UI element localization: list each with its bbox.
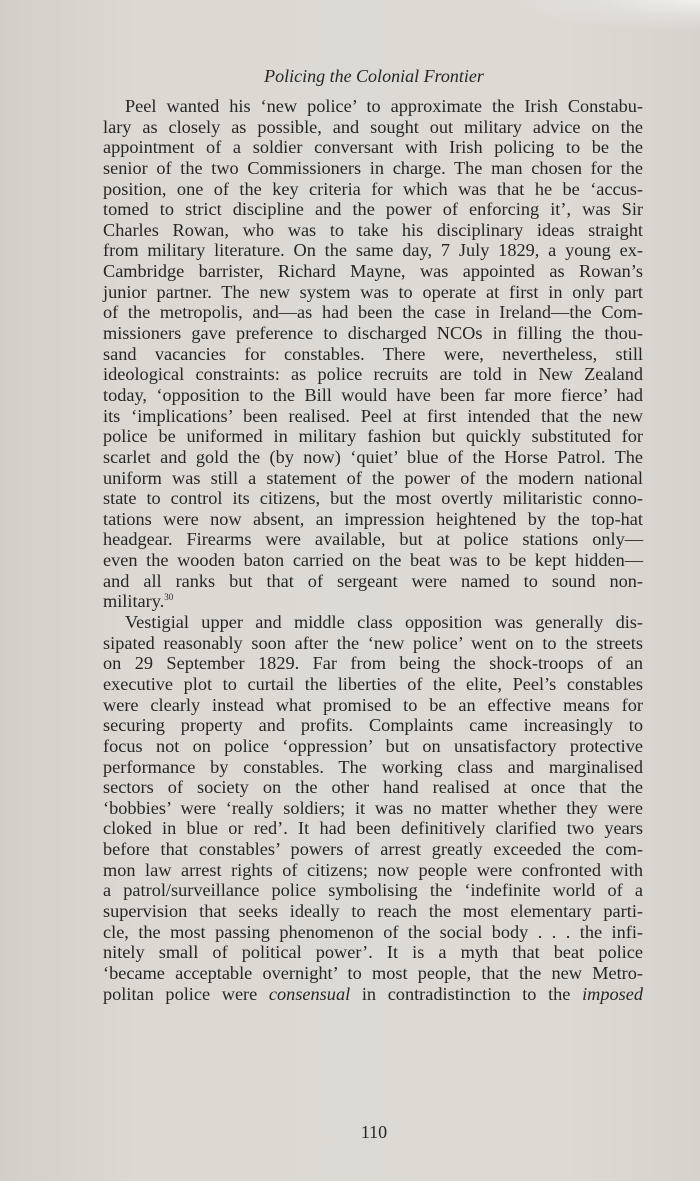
text-line: executive plot to curtail the liberties of the elite, Peel’s constables: [103, 673, 643, 694]
text-line: [103, 984, 643, 1005]
text-line: missioners gave preference to discharged NCOs in filling the thou-: [103, 323, 643, 344]
text-line: from military literature. On the same day, 7 July 1829, a young ex-: [103, 240, 643, 261]
text-line: a patrol/surveillance police symbolising the ‘indefinite world of a: [103, 880, 643, 901]
paragraph-1: [103, 96, 643, 612]
page-corner-glare: [520, 0, 700, 30]
running-head: Policing the Colonial Frontier: [264, 66, 484, 86]
text-line: performance by constables. The working class and marginalised: [103, 756, 643, 777]
text-segment: politan police were: [103, 983, 269, 1004]
page-number: 110: [360, 1122, 388, 1142]
text-line: ideological constraints: as police recruits are told in New Zealand: [103, 364, 643, 385]
text-line: of the metropolis, and—as had been the case in Ireland—the Com-: [103, 302, 643, 323]
italic-term: imposed: [582, 983, 643, 1004]
text-line: scarlet and gold the (by now) ‘quiet’ blue of the Horse Patrol. The: [103, 446, 643, 467]
text-line: tomed to strict discipline and the power of enforcing it’, was Sir: [103, 199, 643, 220]
text-line: supervision that seeks ideally to reach the most elementary parti-: [103, 900, 643, 921]
body-text: [103, 96, 643, 1004]
text-line: Charles Rowan, who was to take his disciplinary ideas straight: [103, 219, 643, 240]
text-line: on 29 September 1829. Far from being the shock-troops of an: [103, 653, 643, 674]
text-line: nitely small of political power’. It is a myth that beat police: [103, 942, 643, 963]
text-line: state to control its citizens, but the most overtly militaristic conno-: [103, 488, 643, 509]
text-segment: in contradistinction to the: [350, 983, 583, 1004]
paragraph-2: [103, 612, 643, 1004]
text-line: before that constables’ powers of arrest greatly exceeded the com-: [103, 839, 643, 860]
text-line: Peel wanted his ‘new police’ to approximate the Irish Constabu-: [125, 96, 643, 116]
text-line: even the wooden baton carried on the beat was to be kept hidden—: [103, 550, 643, 571]
text-line: mon law arrest rights of citizens; now people were confronted with: [103, 859, 643, 880]
text-line: ‘bobbies’ were ‘really soldiers; it was no matter whether they were: [103, 797, 643, 818]
text-line: ‘became acceptable overnight’ to most people, that the new Metro-: [103, 962, 643, 983]
text-line: [103, 591, 643, 612]
text-line: Cambridge barrister, Richard Mayne, was appointed as Rowan’s: [103, 261, 643, 282]
text-line: senior of the two Commissioners in charge. The man chosen for the: [103, 157, 643, 178]
text-line: police be uniformed in military fashion but quickly substituted for: [103, 426, 643, 447]
text-line: tations were now absent, an impression heightened by the top-hat: [103, 508, 643, 529]
text-line: position, one of the key criteria for which was that he be ‘accus-: [103, 178, 643, 199]
text-line: cloked in blue or red’. It had been definitively clarified two years: [103, 818, 643, 839]
text-line: cle, the most passing phenomenon of the social body . . . the infi-: [103, 921, 643, 942]
text-line: Vestigial upper and middle class opposition was generally dis-: [125, 612, 643, 633]
text-line: uniform was still a statement of the power of the modern national: [103, 467, 643, 488]
text-line: and all ranks but that of sergeant were named to sound non-: [103, 570, 643, 591]
text-line: headgear. Firearms were available, but at police stations only—: [103, 529, 643, 550]
text-line: today, ‘opposition to the Bill would have been far more fierce’ had: [103, 384, 643, 405]
text-segment: military.: [103, 591, 165, 612]
text-line: focus not on police ‘oppression’ but on unsatisfactory protective: [103, 735, 643, 756]
footnote-reference: 30: [164, 592, 174, 603]
text-line: sand vacancies for constables. There were, nevertheless, still: [103, 343, 643, 364]
text-line: were clearly instead what promised to be an effective means for: [103, 694, 643, 715]
text-line: securing property and profits. Complaints came increasingly to: [103, 715, 643, 736]
text-line: lary as closely as possible, and sought out military advice on the: [103, 116, 643, 137]
text-line: junior partner. The new system was to operate at first in only part: [103, 281, 643, 302]
text-line: sectors of society on the other hand realised at once that the: [103, 777, 643, 798]
italic-term: consensual: [268, 983, 351, 1004]
text-line: its ‘implications’ been realised. Peel at first intended that the new: [103, 405, 643, 426]
text-line: appointment of a soldier conversant with Irish policing to be the: [103, 137, 643, 158]
text-line: sipated reasonably soon after the ‘new police’ went on to the streets: [103, 632, 643, 653]
